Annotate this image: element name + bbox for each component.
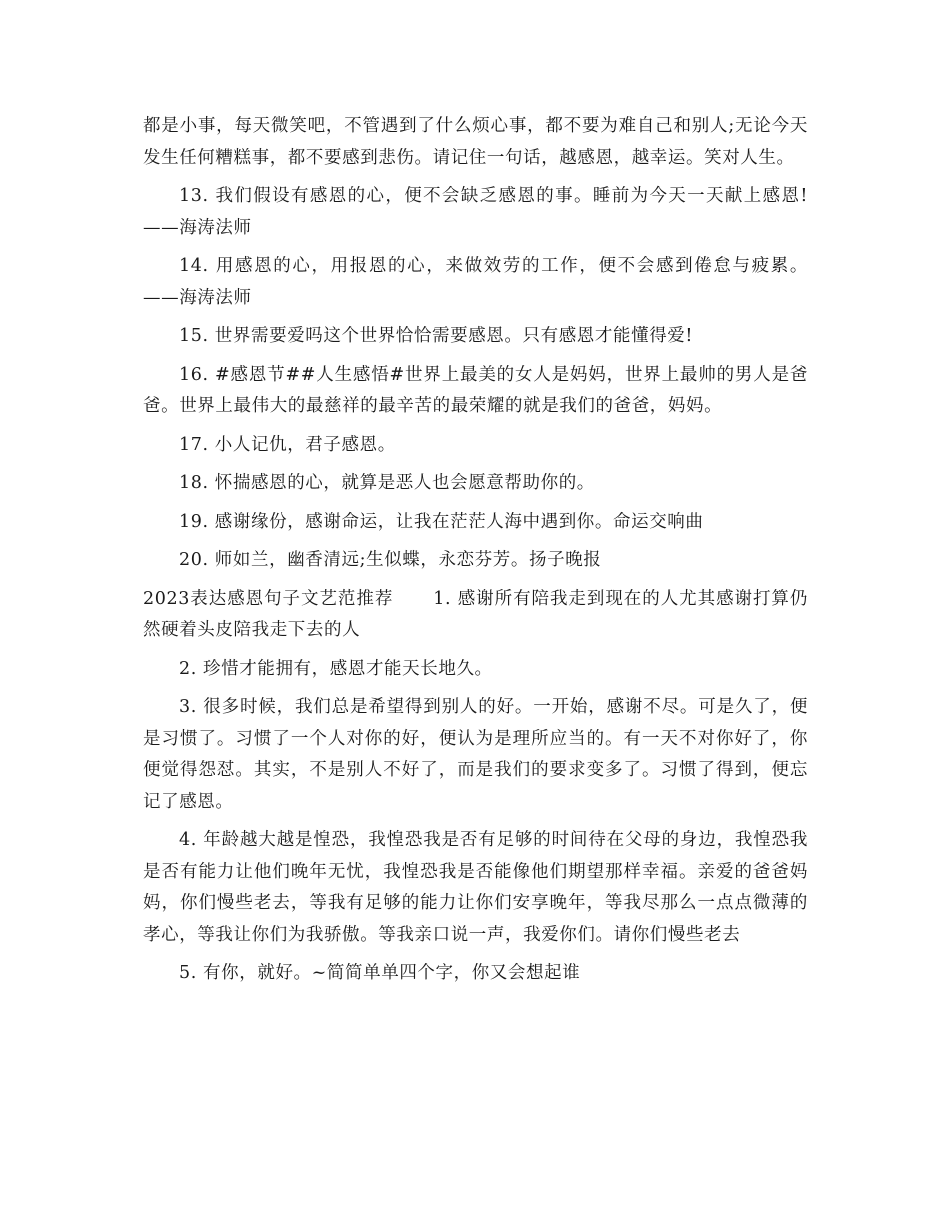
list-item: 17. 小人记仇，君子感恩。: [179, 434, 396, 455]
list-item: 4. 年龄越大越是惶恐，我惶恐我是否有足够的时间待在父母的身边，我惶恐我是否有能力让他们晚年无忧，我惶恐我是否能像他们期望那样幸福。亲爱的爸爸妈妈，你们慢些老去，等我有足够的能力让你们安享晚年，等我尽那么一点点微薄的孝心，等我让你们为我骄傲。等我亲口说一声，我爱你们。请你们慢些老去: [143, 830, 808, 945]
list-item: 18. 怀揣感恩的心，就算是恶人也会愿意帮助你的。: [179, 473, 595, 493]
list-item: 16. #感恩节##人生感悟#世界上最美的女人是妈妈，世界上最帅的男人是爸爸。世界上最伟大的最慈祥的最辛苦的最荣耀的就是我们的爸爸，妈妈。: [143, 364, 808, 416]
list-item: 3. 很多时候，我们总是希望得到别人的好。一开始，感谢不尽。可是久了，便是习惯了。习惯了一个人对你的好，便认为是理所应当的。有一天不对你好了，你便觉得怨怼。其实，不是别人不好了，而是我们的要求变多了。习惯了得到，便忘记了感恩。: [143, 697, 808, 812]
list-item: 14. 用感恩的心，用报恩的心，来做效劳的工作，便不会感到倦怠与疲累。——海涛法师: [143, 256, 808, 308]
list-item: 13. 我们假设有感恩的心，便不会缺乏感恩的事。睡前为今天一天献上感恩!——海涛法师: [143, 186, 808, 238]
section-title: 2023表达感恩句子文艺范推荐: [143, 588, 394, 609]
document-body: [143, 111, 808, 997]
paragraph-continuation: 都是小事，每天微笑吧，不管遇到了什么烦心事，都不要为难自己和别人;无论今天发生任何糟糕事，都不要感到悲伤。请记住一句话，越感恩，越幸运。笑对人生。: [143, 116, 808, 168]
list-item: 2. 珍惜才能拥有，感恩才能天长地久。: [179, 658, 493, 679]
section-heading-paragraph: [143, 584, 808, 647]
list-item: 20. 师如兰，幽香清远;生似蝶，永恋芬芳。扬子晚报: [179, 550, 602, 570]
list-item-first: 1. 感谢所有陪我走到现在的人尤其感谢打算仍然硬着头皮陪我走下去的人: [143, 588, 808, 640]
list-item: 19. 感谢缘份，感谢命运，让我在茫茫人海中遇到你。命运交响曲: [179, 511, 704, 532]
list-item: 15. 世界需要爱吗这个世界恰恰需要感恩。只有感恩才能懂得爱!: [179, 326, 694, 346]
list-item: 5. 有你，就好。~简简单单四个字，你又会想起谁: [179, 963, 581, 983]
